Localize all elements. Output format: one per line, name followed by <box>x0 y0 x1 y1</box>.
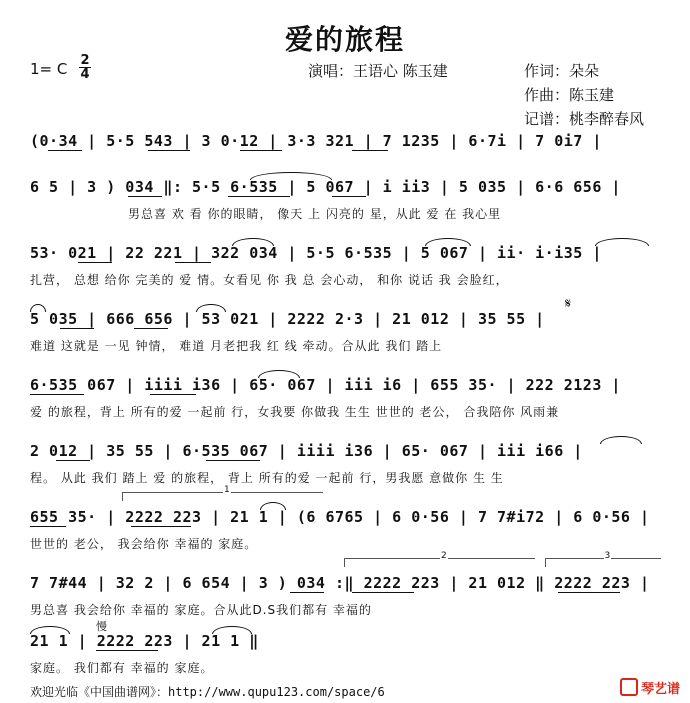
score-line-9-notes: 21 1 | 2222 223 | 21 1 ‖ <box>30 632 259 650</box>
time-signature-bottom: 4 <box>80 67 90 82</box>
footer-link-text: 欢迎光临《中国曲谱网》：http://www.qupu123.com/space/6 <box>30 685 385 699</box>
segno-sign: 𝄋 <box>565 296 572 312</box>
tempo-mark: 慢 <box>96 620 107 633</box>
score-line-3-notes: 53· 021 | 22 221 | 322 034 | 5·5 6·535 | 5 067 | ii· i·i35 | <box>30 244 602 262</box>
time-signature <box>78 54 92 81</box>
score-line-6-notes: 2 012 | 35 55 | 6·535 067 | iiii i36 | 65· 067 | iii i66 | <box>30 442 583 460</box>
key-signature: 1= C <box>30 60 68 78</box>
volta-2-number: 2 <box>441 551 447 561</box>
score-line-2-lyrics: 男总喜 欢 看 你的眼睛， 像天 上 闪亮的 星，从此 爱 在 我心里 <box>128 207 502 221</box>
score-line-7-lyrics: 世世的 老公， 我会给你 幸福的 家庭。 <box>30 537 258 551</box>
score-line-5-lyrics: 爱 的旅程，背上 所有的爱 一起前 行，女我要 你做我 生生 世世的 老公， 合我陪你 风雨兼 <box>30 405 560 419</box>
watermark-text: 琴艺谱 <box>640 682 680 697</box>
watermark-logo <box>620 678 680 697</box>
score-line-4-lyrics: 难道 这就是 一见 钟情， 难道 月老把我 红 线 牵动。合从此 我们 踏上 <box>30 339 443 353</box>
score-line-5-notes: 6·535 067 | iiii i36 | 65· 067 | iii i6 | 655 35· | 222 2123 | <box>30 376 621 394</box>
score-line-9-lyrics: 家庭。 我们都有 幸福的 家庭。 <box>30 661 214 675</box>
transcriber-credit: 记谱：桃李醉春风 <box>524 110 645 128</box>
time-signature-top: 2 <box>80 53 90 68</box>
singers-credit: 演唱：王语心 陈玉建 <box>308 62 448 80</box>
song-title: 爱的旅程 <box>284 23 405 56</box>
score-line-2-notes: 6 5 | 3 ) 034 ‖: 5·5 6·535 | 5 067 | i ii3 | 5 035 | 6·6 656 | <box>30 178 621 196</box>
score-line-8-notes: 7 7#44 | 32 2 | 6 654 | 3 ) 034 :‖ 2222 223 | 21 012 ‖ 2222 223 | <box>30 574 650 592</box>
score-line-3-lyrics: 扎营， 总想 给你 完美的 爱 情。女看见 你 我 总 会心动， 和你 说话 我 会脸红， <box>30 273 509 287</box>
score-line-8-lyrics: 男总喜 我会给你 幸福的 家庭。合从此D.S我们都有 幸福的 <box>30 603 372 617</box>
composer-credit: 作曲：陈玉建 <box>524 86 615 104</box>
score-line-6-lyrics: 程。 从此 我们 踏上 爱 的旅程， 背上 所有的爱 一起前 行，男我愿 意做你 生 生 <box>30 471 504 485</box>
score-line-4-notes: 5 035 | 666 656 | 53 021 | 2222 2·3 | 21 012 | 35 55 | <box>30 310 545 328</box>
lyricist-credit: 作词：朵朵 <box>524 62 600 80</box>
score-line-1-notes: (0·34 | 5·5 543 | 3 0·12 | 3·3 321 | 7 1235 | 6·7i | 7 0i7 | <box>30 132 602 150</box>
score-line-7-notes: 655 35· | 2222 223 | 21 1 | (6 6765 | 6 0·56 | 7 7#i72 | 6 0·56 | <box>30 508 650 526</box>
watermark-icon <box>620 678 638 696</box>
volta-1-number: 1 <box>224 485 230 495</box>
volta-3-number: 3 <box>604 551 611 561</box>
